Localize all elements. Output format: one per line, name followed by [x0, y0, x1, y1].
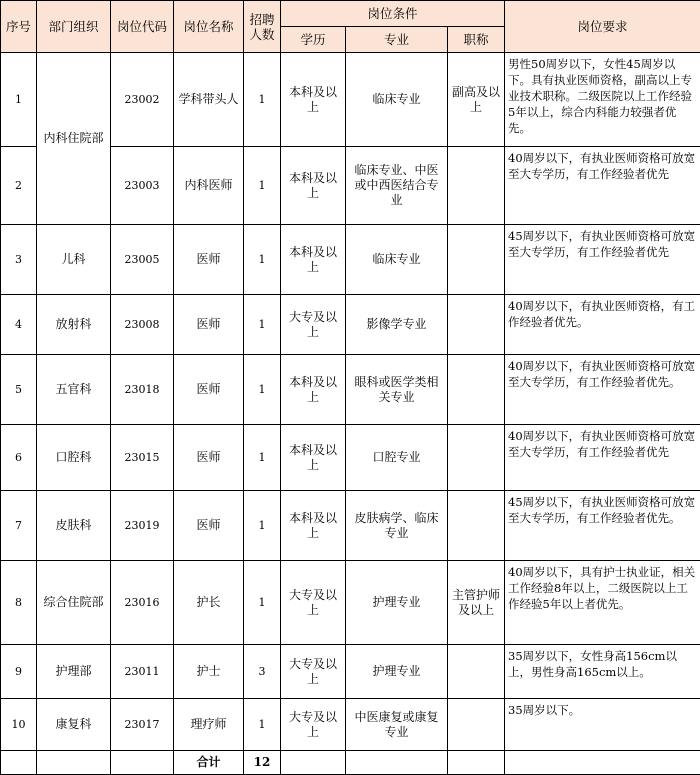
- cell-code: 23008: [111, 295, 174, 355]
- cell-name: 医师: [174, 295, 244, 355]
- cell-code: 23019: [111, 491, 174, 561]
- cell-title: [448, 147, 505, 225]
- cell-count: 1: [244, 699, 281, 751]
- cell-requirements: 40周岁以下，有执业医师资格可放宽至大专学历，有工作经验者优先: [505, 147, 700, 225]
- cell-requirements: 男性50周岁以下，女性45周岁以下。具有执业医师资格，副高以上专业技术职称。二级医院以上工作经验5年以上，综合内科能力较强者优先。: [505, 53, 700, 147]
- cell-dept: 儿科: [37, 225, 111, 295]
- cell-count: 3: [244, 645, 281, 699]
- cell-edu: 本科及以上: [281, 491, 346, 561]
- table-row: [1, 425, 700, 491]
- cell-code: 23002: [111, 53, 174, 147]
- cell-seq: 1: [1, 53, 37, 147]
- cell-name: 学科带头人: [174, 53, 244, 147]
- cell-title: [448, 645, 505, 699]
- cell-edu: 大专及以上: [281, 699, 346, 751]
- cell-seq: 4: [1, 295, 37, 355]
- cell-requirements: 35周岁以下。: [505, 699, 700, 751]
- cell-major: 护理专业: [346, 561, 448, 645]
- table-row: [1, 561, 700, 645]
- table-row: [1, 491, 700, 561]
- cell-code: 23005: [111, 225, 174, 295]
- cell-dept: 皮肤科: [37, 491, 111, 561]
- cell-major: 眼科或医学类相关专业: [346, 355, 448, 425]
- header-seq: 序号: [1, 1, 37, 53]
- cell-dept: 康复科: [37, 699, 111, 751]
- cell-seq: 7: [1, 491, 37, 561]
- cell-dept: 口腔科: [37, 425, 111, 491]
- table-row: [1, 645, 700, 699]
- total-value: 12: [244, 751, 281, 775]
- table-row: [1, 699, 700, 751]
- cell-count: 1: [244, 225, 281, 295]
- cell-edu: 大专及以上: [281, 561, 346, 645]
- cell-major: 口腔专业: [346, 425, 448, 491]
- cell-code: 23003: [111, 147, 174, 225]
- cell-code: 23018: [111, 355, 174, 425]
- cell-requirements: 40周岁以下，有执业医师资格可放宽至大专学历，有工作经验者优先: [505, 425, 700, 491]
- header-edu: 学历: [281, 27, 346, 53]
- header-count: 招聘人数: [244, 1, 281, 53]
- table-row: [1, 355, 700, 425]
- cell-requirements: 45周岁以下，有执业医师资格可放宽至大专学历，有工作经验者优先: [505, 225, 700, 295]
- cell-edu: 大专及以上: [281, 295, 346, 355]
- cell-name: 内科医师: [174, 147, 244, 225]
- header-conditions: 岗位条件: [281, 1, 505, 27]
- cell-count: 1: [244, 425, 281, 491]
- cell-count: 1: [244, 53, 281, 147]
- header-major: 专业: [346, 27, 448, 53]
- cell-code: 23015: [111, 425, 174, 491]
- cell-edu: 大专及以上: [281, 645, 346, 699]
- cell-title: [448, 225, 505, 295]
- cell-count: 1: [244, 491, 281, 561]
- cell-count: 1: [244, 355, 281, 425]
- cell-major: 皮肤病学、临床专业: [346, 491, 448, 561]
- cell-dept: 护理部: [37, 645, 111, 699]
- cell-major: 临床专业: [346, 225, 448, 295]
- cell-count: 1: [244, 561, 281, 645]
- header-dept: 部门组织: [37, 1, 111, 53]
- cell-title: [448, 425, 505, 491]
- cell-title: [448, 295, 505, 355]
- cell-count: 1: [244, 295, 281, 355]
- table-row: [1, 225, 700, 295]
- cell-requirements: 40周岁以下，有执业医师资格可放宽至大专学历，有工作经验者优先。: [505, 355, 700, 425]
- cell-requirements: 35周岁以下，女性身高156cm以上，男性身高165cm以上。: [505, 645, 700, 699]
- header-code: 岗位代码: [111, 1, 174, 53]
- cell-dept: 综合住院部: [37, 561, 111, 645]
- cell-requirements: 45周岁以下，有执业医师资格可放宽至大专学历，有工作经验者优先。: [505, 491, 700, 561]
- cell-count: 1: [244, 147, 281, 225]
- total-label: 合计: [174, 751, 244, 775]
- cell-major: 临床专业、中医或中西医结合专业: [346, 147, 448, 225]
- cell-requirements: 40周岁以下，有执业医师资格，有工作经验者优先。: [505, 295, 700, 355]
- cell-seq: 6: [1, 425, 37, 491]
- cell-title: [448, 699, 505, 751]
- cell-seq: 9: [1, 645, 37, 699]
- cell-edu: 本科及以上: [281, 425, 346, 491]
- cell-dept: 内科住院部: [37, 53, 111, 225]
- cell-edu: 本科及以上: [281, 147, 346, 225]
- cell-major: 护理专业: [346, 645, 448, 699]
- cell-code: 23016: [111, 561, 174, 645]
- cell-title: 副高及以上: [448, 53, 505, 147]
- table-row: [1, 295, 700, 355]
- cell-code: 23017: [111, 699, 174, 751]
- cell-dept: 放射科: [37, 295, 111, 355]
- cell-code: 23011: [111, 645, 174, 699]
- cell-title: [448, 491, 505, 561]
- table-row: [1, 53, 700, 147]
- cell-seq: 10: [1, 699, 37, 751]
- header-name: 岗位名称: [174, 1, 244, 53]
- cell-seq: 8: [1, 561, 37, 645]
- cell-name: 医师: [174, 225, 244, 295]
- cell-name: 护士: [174, 645, 244, 699]
- cell-dept: 五官科: [37, 355, 111, 425]
- cell-seq: 3: [1, 225, 37, 295]
- cell-major: 临床专业: [346, 53, 448, 147]
- cell-name: 理疗师: [174, 699, 244, 751]
- cell-name: 医师: [174, 491, 244, 561]
- cell-major: 影像学专业: [346, 295, 448, 355]
- cell-edu: 本科及以上: [281, 355, 346, 425]
- cell-major: 中医康复或康复专业: [346, 699, 448, 751]
- cell-edu: 本科及以上: [281, 53, 346, 147]
- cell-name: 医师: [174, 355, 244, 425]
- cell-requirements: 40周岁以下，具有护士执业证，相关工作经验8年以上，二级医院以上工作经验5年以上者优先。: [505, 561, 700, 645]
- header-requirements: 岗位要求: [505, 1, 700, 53]
- cell-title: 主管护师及以上: [448, 561, 505, 645]
- cell-seq: 2: [1, 147, 37, 225]
- cell-name: 护长: [174, 561, 244, 645]
- cell-name: 医师: [174, 425, 244, 491]
- header-title: 职称: [448, 27, 505, 53]
- cell-seq: 5: [1, 355, 37, 425]
- cell-title: [448, 355, 505, 425]
- cell-edu: 本科及以上: [281, 225, 346, 295]
